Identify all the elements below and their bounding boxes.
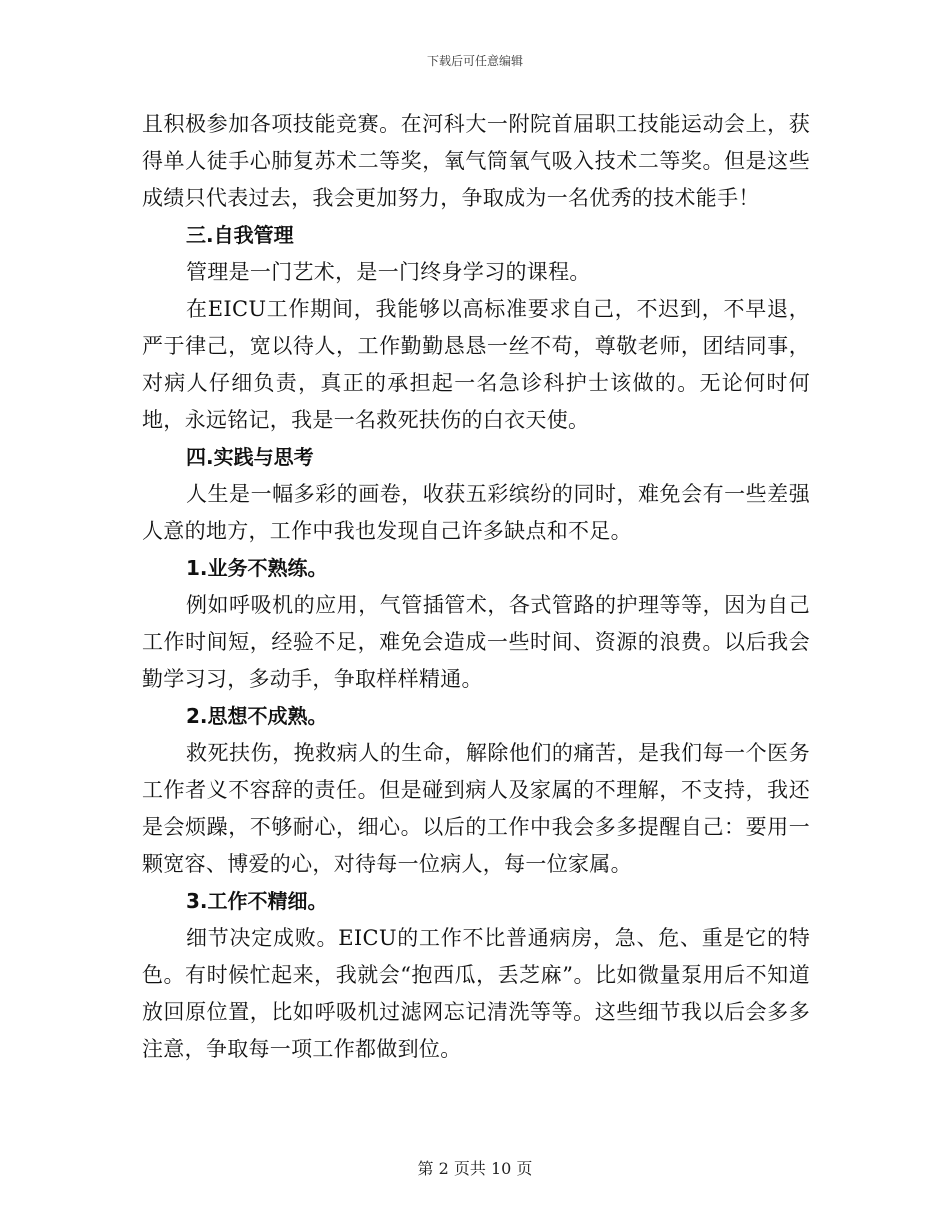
paragraph-competition: 且积极参加各项技能竞赛。在河科大一附院首届职工技能运动会上，获得单人徒手心肺复苏术二等奖，氧气筒氧气吸入技术二等奖。但是这些成绩只代表过去，我会更加努力，争取成为一名优秀的技术能手！	[142, 112, 810, 210]
page-header: 下载后可任意编辑	[426, 54, 523, 68]
section-heading-self-management: 三.自我管理	[186, 223, 294, 247]
document-body	[142, 106, 810, 1068]
paragraph-eicu-conduct: 在EICU工作期间，我能够以高标准要求自己，不迟到，不早退，严于律己，宽以待人，工作勤勤恳恳一丝不苟，尊敬老师，团结同事，对病人仔细负责，真正的承担起一名急诊科护士该做的。无论何时何地，永远铭记，我是一名救死扶伤的白衣天使。	[142, 297, 810, 432]
paragraph-details: 细节决定成败。EICU的工作不比普通病房，急、危、重是它的特色。有时候忙起来，我就会“抱西瓜，丢芝麻”。比如微量泵用后不知道放回原位置，比如呼吸机过滤网忘记清洗等等。这些细节我以后会多多注意，争取每一项工作都做到位。	[142, 926, 810, 1061]
paragraph-management-art: 管理是一门艺术，是一门终身学习的课程。	[186, 260, 591, 284]
page-footer: 第 2 页共 10 页	[417, 1159, 533, 1178]
section-heading-practice-reflection: 四.实践与思考	[186, 445, 314, 469]
paragraph-life-scroll: 人生是一幅多彩的画卷，收获五彩缤纷的同时，难免会有一些差强人意的地方，工作中我也发现自己许多缺点和不足。	[142, 482, 810, 543]
subheading-unskilled: 1.业务不熟练。	[186, 556, 328, 580]
subheading-not-meticulous: 3.工作不精细。	[186, 889, 328, 913]
paragraph-unskilled: 例如呼吸机的应用，气管插管术，各式管路的护理等等，因为自己工作时间短，经验不足，难免会造成一些时间、资源的浪费。以后我会勤学习习，多动手，争取样样精通。	[142, 593, 810, 691]
paragraph-immature: 救死扶伤，挽救病人的生命，解除他们的痛苦，是我们每一个医务工作者义不容辞的责任。但是碰到病人及家属的不理解，不支持，我还是会烦躁，不够耐心，细心。以后的工作中我会多多提醒自己：要用一颗宽容、博爱的心，对待每一位病人，每一位家属。	[142, 741, 810, 876]
subheading-immature: 2.思想不成熟。	[186, 704, 328, 728]
